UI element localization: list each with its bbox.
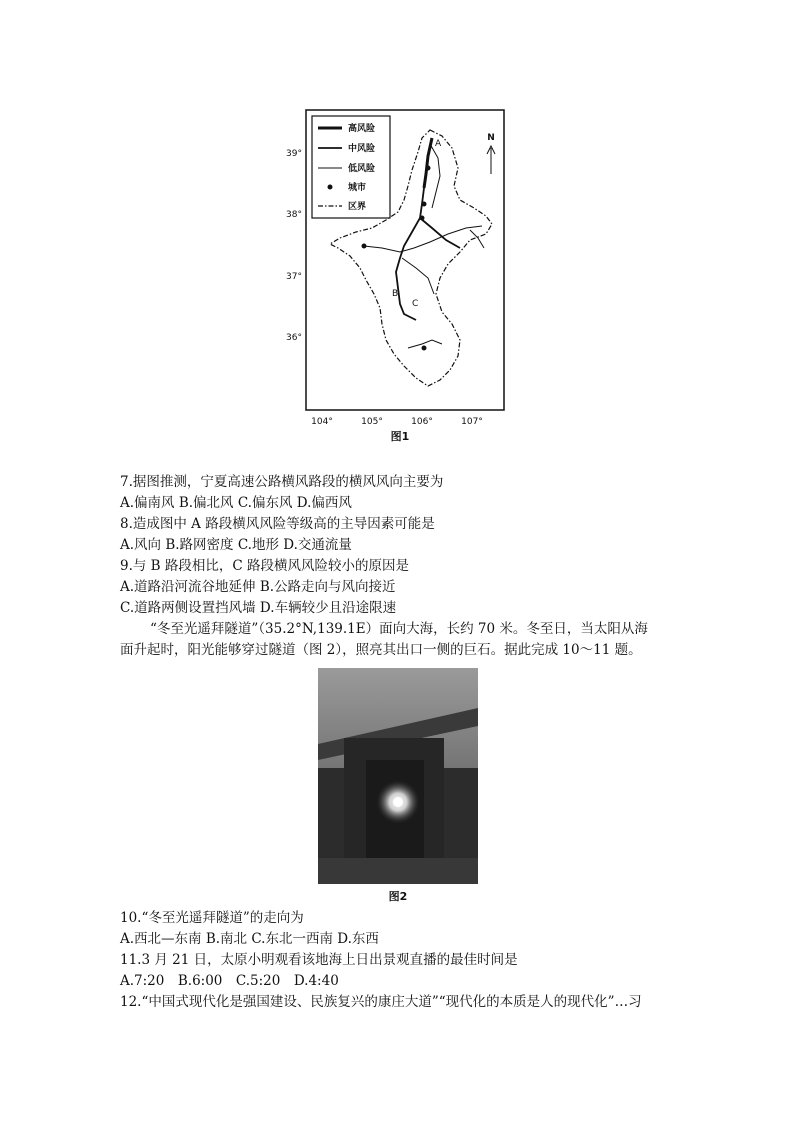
photo-svg (318, 668, 478, 884)
question-8-options: A.风向 B.路网密度 C.地形 D.交通流量 (120, 537, 352, 553)
question-9-options-ab: A.道路沿河流谷地延伸 B.公路走向与风向接近 (120, 579, 396, 595)
passage-line-1: “冬至光遥拜隧道”（35.2°N,139.1E）面向大海，长约 70 米。冬至日，当太阳从海 (150, 621, 648, 637)
city-dot (426, 166, 431, 171)
city-dot (422, 346, 427, 351)
question-10-options: A.西北—东南 B.南北 C.东北一西南 D.东西 (120, 931, 379, 947)
lat-label-39: 39° (286, 149, 302, 159)
question-11-options: A.7:20 B.6:00 C.5:20 D.4:40 (120, 973, 339, 989)
city-dot (362, 244, 367, 249)
map-svg (282, 108, 507, 448)
question-12: 12.“中国式现代化是强国建设、民族复兴的康庄大道”“现代化的本质是人的现代化”…习 (120, 994, 642, 1010)
photo-sun-core (393, 797, 403, 807)
question-7-options: A.偏南风 B.偏北风 C.偏东风 D.偏西风 (120, 495, 352, 511)
question-7: 7.据图推测，宁夏高速公路横风路段的横风风向主要为 (120, 474, 444, 490)
question-10: 10.“冬至光遥拜隧道”的走向为 (120, 910, 304, 926)
legend-swatch-city (328, 185, 333, 190)
lat-label-36: 36° (286, 333, 302, 343)
passage-line-2: 面升起时，阳光能够穿过隧道（图 2），照亮其出口一侧的巨石。据此完成 10～11 题。 (120, 642, 642, 658)
question-8: 8.造成图中 A 路段横风风险等级高的主导因素可能是 (120, 516, 435, 532)
legend-label-city: 城市 (348, 183, 367, 193)
figure-2-photo (318, 668, 478, 884)
lon-label-104: 104° (311, 417, 333, 427)
question-11: 11.3 月 21 日，太原小明观看该地海上日出景观直播的最佳时间是 (120, 952, 518, 968)
segment-label-b: B (392, 289, 399, 299)
question-9-options-cd: C.道路两侧设置挡风墙 D.车辆较少且沿途限速 (120, 600, 397, 616)
city-dot (422, 202, 427, 207)
segment-label-a: A (435, 139, 442, 149)
lat-label-38: 38° (286, 210, 302, 220)
photo-foreground (318, 858, 478, 884)
north-label: N (487, 133, 495, 143)
figure-1-map (282, 108, 507, 448)
legend-label-low: 低风险 (348, 164, 376, 174)
figure-2-caption: 图2 (388, 890, 408, 903)
lon-label-105: 105° (361, 417, 383, 427)
legend-label-high: 高风险 (348, 124, 376, 134)
segment-label-c: C (412, 299, 419, 309)
lat-label-37: 37° (286, 272, 302, 282)
question-9: 9.与 B 路段相比，C 路段横风风险较小的原因是 (120, 558, 410, 574)
legend-label-boundary: 区界 (348, 202, 367, 212)
city-dot (420, 216, 425, 221)
lon-label-106: 106° (411, 417, 433, 427)
legend-label-medium: 中风险 (348, 144, 376, 154)
figure-1-caption: 图1 (390, 430, 410, 443)
lon-label-107: 107° (461, 417, 483, 427)
